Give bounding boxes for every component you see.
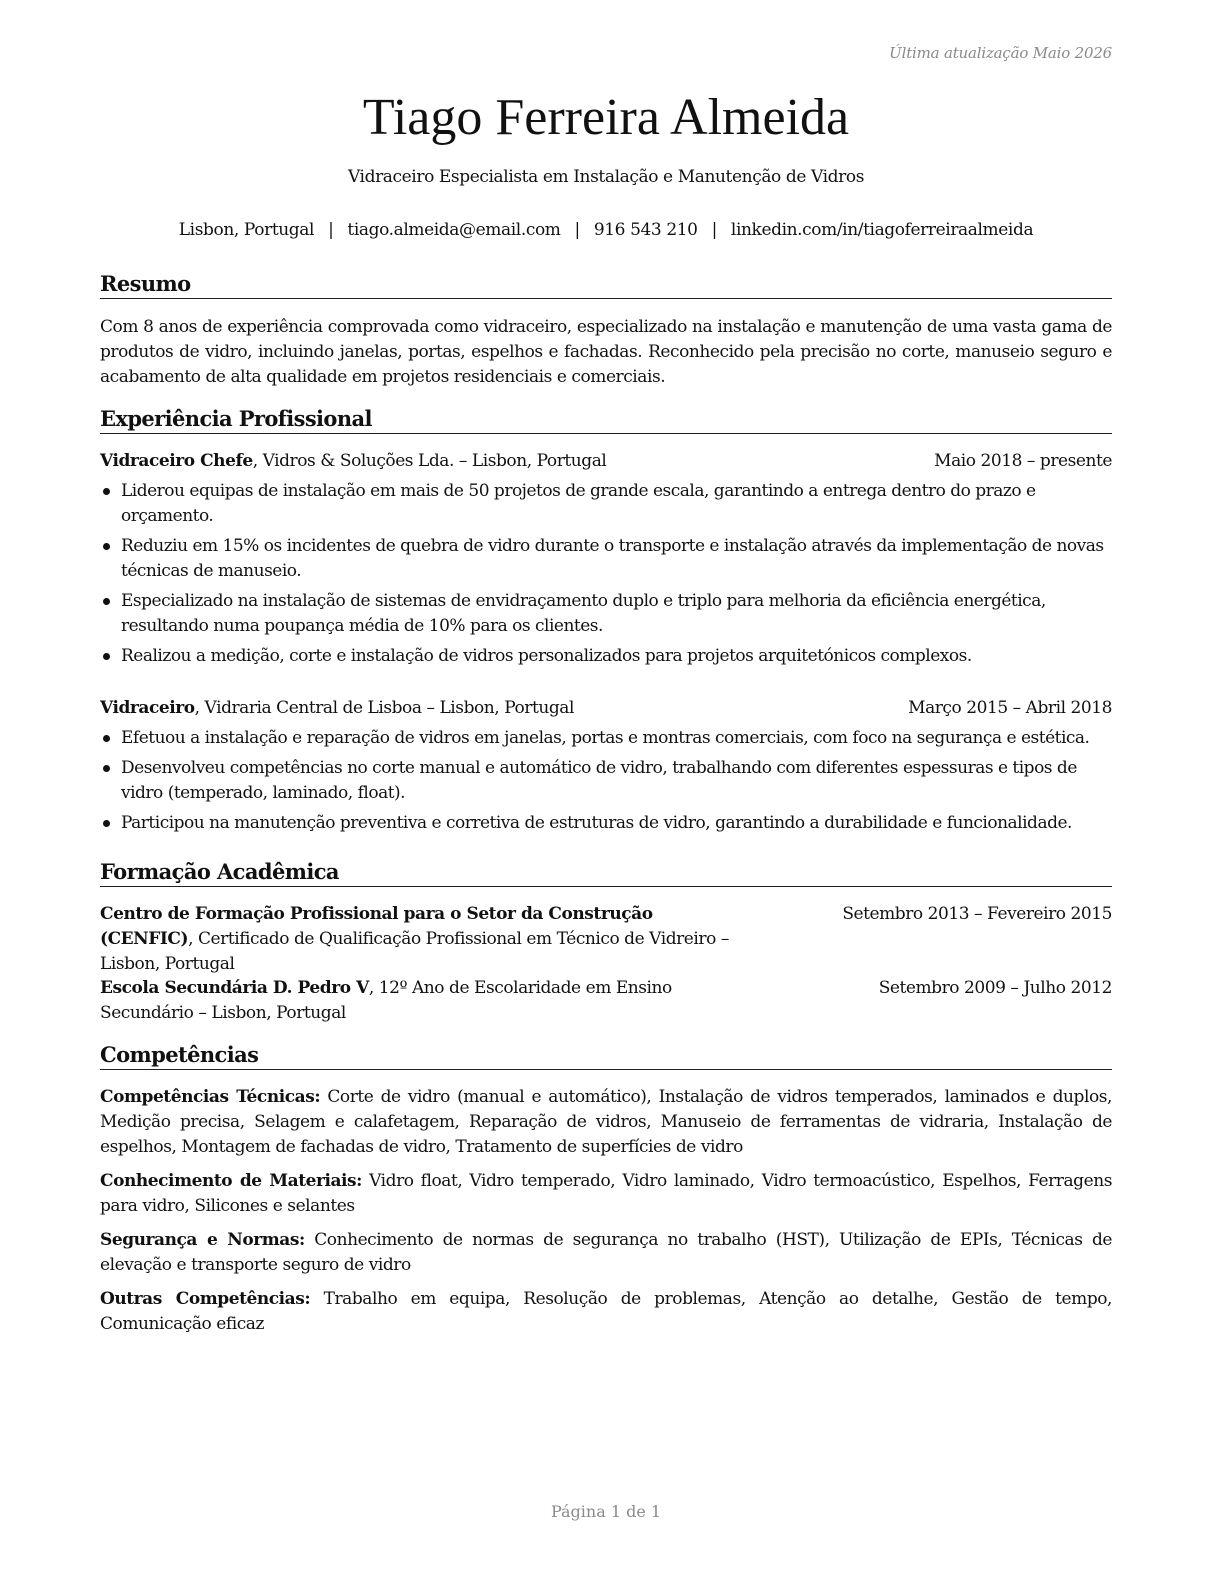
education-description	[100, 902, 740, 977]
bullet-icon	[103, 598, 110, 605]
education-detail: , 12º Ano de Escolaridade em Ensino Secundário – Lisbon, Portugal	[100, 978, 672, 1023]
skill-text: Corte de vidro (manual e automático), Instalação de vidros temperados, laminados e duplos, Medição precisa, Selagem e calafetagem, Reparação de vidros, Manuseio de ferramentas de vidraria, Instalação de espelhos, Montagem de fachadas de vidro, Tratamento de superfícies de vidro	[100, 1087, 1112, 1157]
job-dates: Maio 2018 – presente	[934, 451, 1112, 471]
bullet-icon	[103, 653, 110, 660]
contact-separator: |	[574, 220, 580, 240]
education-school: Escola Secundária D. Pedro V	[100, 978, 369, 998]
skill-group	[100, 1287, 1112, 1337]
job-company: , Vidraria Central de Lisboa – Lisbon, Portugal	[194, 698, 574, 718]
summary-text: Com 8 anos de experiência comprovada como vidraceiro, especializado na instalação e manutenção de uma vasta gama de produtos de vidro, incluindo janelas, portas, espelhos e fachadas. Reconhecido pela precisão no corte, manuseio seguro e acabamento de alta qualidade em projetos residenciais e comerciais.	[100, 317, 1112, 387]
section-title-education: Formação Acadêmica	[100, 859, 1112, 887]
list-item	[100, 726, 1112, 751]
bullet-text: Participou na manutenção preventiva e corretiva de estruturas de vidro, garantindo a durabilidade e funcionalidade.	[121, 813, 1072, 833]
contact-separator: |	[328, 220, 334, 240]
headline: Vidraceiro Especialista em Instalação e Manutenção de Vidros	[347, 167, 865, 187]
bullet-text: Especializado na instalação de sistemas de envidraçamento duplo e triplo para melhoria da eficiência energética, resultando numa poupança média de 10% para os clientes.	[121, 591, 1046, 636]
education-entry	[100, 976, 1112, 1026]
skill-label: Segurança e Normas:	[100, 1230, 305, 1250]
education-dates: Setembro 2013 – Fevereiro 2015	[842, 904, 1112, 924]
job-bullets	[100, 479, 1112, 674]
skill-text: Vidro float, Vidro temperado, Vidro laminado, Vidro termoacústico, Espelhos, Ferragens para vidro, Silicones e selantes	[100, 1171, 1112, 1216]
job-title-line	[100, 449, 606, 474]
job-header	[100, 696, 1112, 721]
skill-group	[100, 1169, 1112, 1219]
section-title-summary: Resumo	[100, 271, 1112, 299]
skill-label: Outras Competências:	[100, 1289, 311, 1309]
bullet-text: Liderou equipas de instalação em mais de 50 projetos de grande escala, garantindo a entrega dentro do prazo e orçamento.	[121, 481, 1036, 526]
bullet-text: Desenvolveu competências no corte manual e automático de vidro, trabalhando com diferentes espessuras e tipos de vidro (temperado, laminado, float).	[121, 758, 1077, 803]
bullet-icon	[103, 820, 110, 827]
job-bullets	[100, 726, 1112, 841]
page-number: Página 1 de 1	[550, 1502, 662, 1521]
list-item	[100, 479, 1112, 529]
list-item	[100, 756, 1112, 806]
contact-location: Lisbon, Portugal	[178, 220, 315, 240]
education-detail: , Certificado de Qualificação Profissional em Técnico de Vidreiro – Lisbon, Portugal	[100, 929, 729, 974]
job-header	[100, 449, 1112, 474]
bullet-text: Reduziu em 15% os incidentes de quebra de vidro durante o transporte e instalação através da implementação de novas técnicas de manuseio.	[121, 536, 1104, 581]
section-title-skills: Competências	[100, 1042, 1112, 1070]
bullet-icon	[103, 488, 110, 495]
bullet-icon	[103, 765, 110, 772]
job-role: Vidraceiro	[100, 698, 195, 718]
education-school: Centro de Formação Profissional para o Setor da Construção (CENFIC)	[100, 904, 653, 949]
list-item	[100, 534, 1112, 584]
skill-text: Conhecimento de normas de segurança no trabalho (HST), Utilização de EPIs, Técnicas de elevação e transporte seguro de vidro	[100, 1230, 1112, 1275]
skill-group	[100, 1085, 1112, 1160]
bullet-icon	[103, 543, 110, 550]
contact-phone: 916 543 210	[593, 220, 698, 240]
last-updated: Última atualização Maio 2026	[889, 44, 1112, 62]
skill-group	[100, 1228, 1112, 1278]
contact-separator: |	[711, 220, 717, 240]
job-title-line	[100, 696, 574, 721]
bullet-icon	[103, 735, 110, 742]
resume-page	[100, 0, 1112, 1584]
contact-linkedin[interactable]: linkedin.com/in/tiagoferreiraalmeida	[730, 220, 1034, 240]
job-role: Vidraceiro Chefe	[100, 451, 253, 471]
job-company: , Vidros & Soluções Lda. – Lisbon, Portugal	[252, 451, 607, 471]
skill-text: Trabalho em equipa, Resolução de problemas, Atenção ao detalhe, Gestão de tempo, Comunicação eficaz	[100, 1289, 1112, 1334]
section-title-experience: Experiência Profissional	[100, 406, 1112, 434]
education-entry	[100, 902, 1112, 977]
bullet-text: Efetuou a instalação e reparação de vidros em janelas, portas e montras comerciais, com foco na segurança e estética.	[121, 728, 1090, 748]
bullet-text: Realizou a medição, corte e instalação de vidros personalizados para projetos arquitetónicos complexos.	[121, 646, 972, 666]
candidate-name: Tiago Ferreira Almeida	[362, 89, 850, 146]
skill-label: Conhecimento de Materiais:	[100, 1171, 362, 1191]
list-item	[100, 589, 1112, 639]
education-description	[100, 976, 740, 1026]
list-item	[100, 811, 1112, 836]
contact-email[interactable]: tiago.almeida@email.com	[347, 220, 561, 240]
skill-label: Competências Técnicas:	[100, 1087, 321, 1107]
list-item	[100, 644, 1112, 669]
education-dates: Setembro 2009 – Julho 2012	[878, 978, 1112, 998]
job-dates: Março 2015 – Abril 2018	[908, 698, 1112, 718]
contact-line	[100, 220, 1112, 240]
